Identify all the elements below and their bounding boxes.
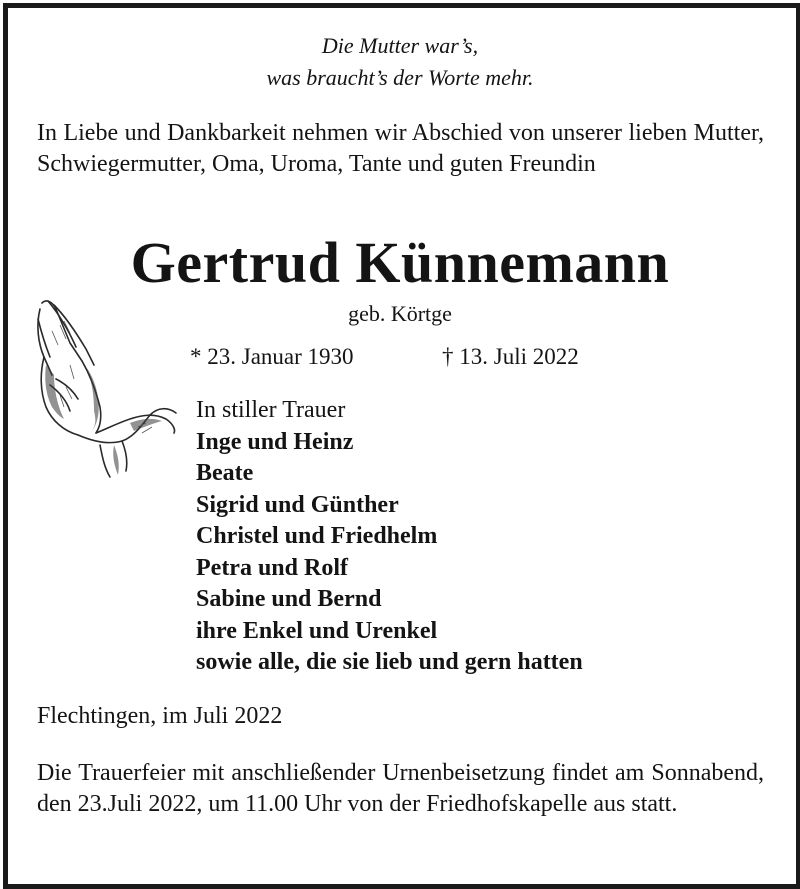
mourner-name: Beate: [196, 460, 254, 486]
deceased-name: Gertrud Künnemann: [130, 230, 670, 295]
motto-line-1: Die Mutter war’s,: [321, 33, 479, 58]
motto: [0, 30, 800, 94]
mourner-name: Inge und Heinz: [196, 428, 354, 455]
motto-line-2: was braucht’s der Worte mehr.: [266, 65, 534, 90]
death-date: † 13. Juli 2022: [442, 344, 579, 369]
mourners-list: [196, 395, 583, 679]
birth-date: * 23. Januar 1930: [190, 344, 354, 369]
mourner-name: ihre Enkel und Urenkel: [196, 617, 438, 644]
mourners-lead: In stiller Trauer: [196, 397, 346, 423]
mourner-name: Sabine und Bernd: [196, 586, 382, 612]
mourner-name: Christel und Friedhelm: [196, 523, 438, 549]
mourner-name: sowie alle, die sie lieb und gern hatten: [196, 649, 583, 675]
mourner-name: Petra und Rolf: [196, 554, 348, 581]
service-info: Die Trauerfeier mit anschließender Urnenbeisetzung findet am Sonnabend, den 23.Juli 2022, um 11.00 Uhr von der Friedhofskapelle aus statt.: [37, 760, 764, 817]
intro-text: In Liebe und Dankbarkeit nehmen wir Abschied von unserer lieben Mutter, Schwiegermutter, Oma, Uroma, Tante und guten Freundin: [37, 120, 764, 177]
praying-hands-icon: [30, 295, 180, 485]
maiden-name: geb. Körtge: [348, 301, 452, 326]
mourner-name: Sigrid und Günther: [196, 491, 399, 518]
place-date: Flechtingen, im Juli 2022: [37, 703, 283, 729]
